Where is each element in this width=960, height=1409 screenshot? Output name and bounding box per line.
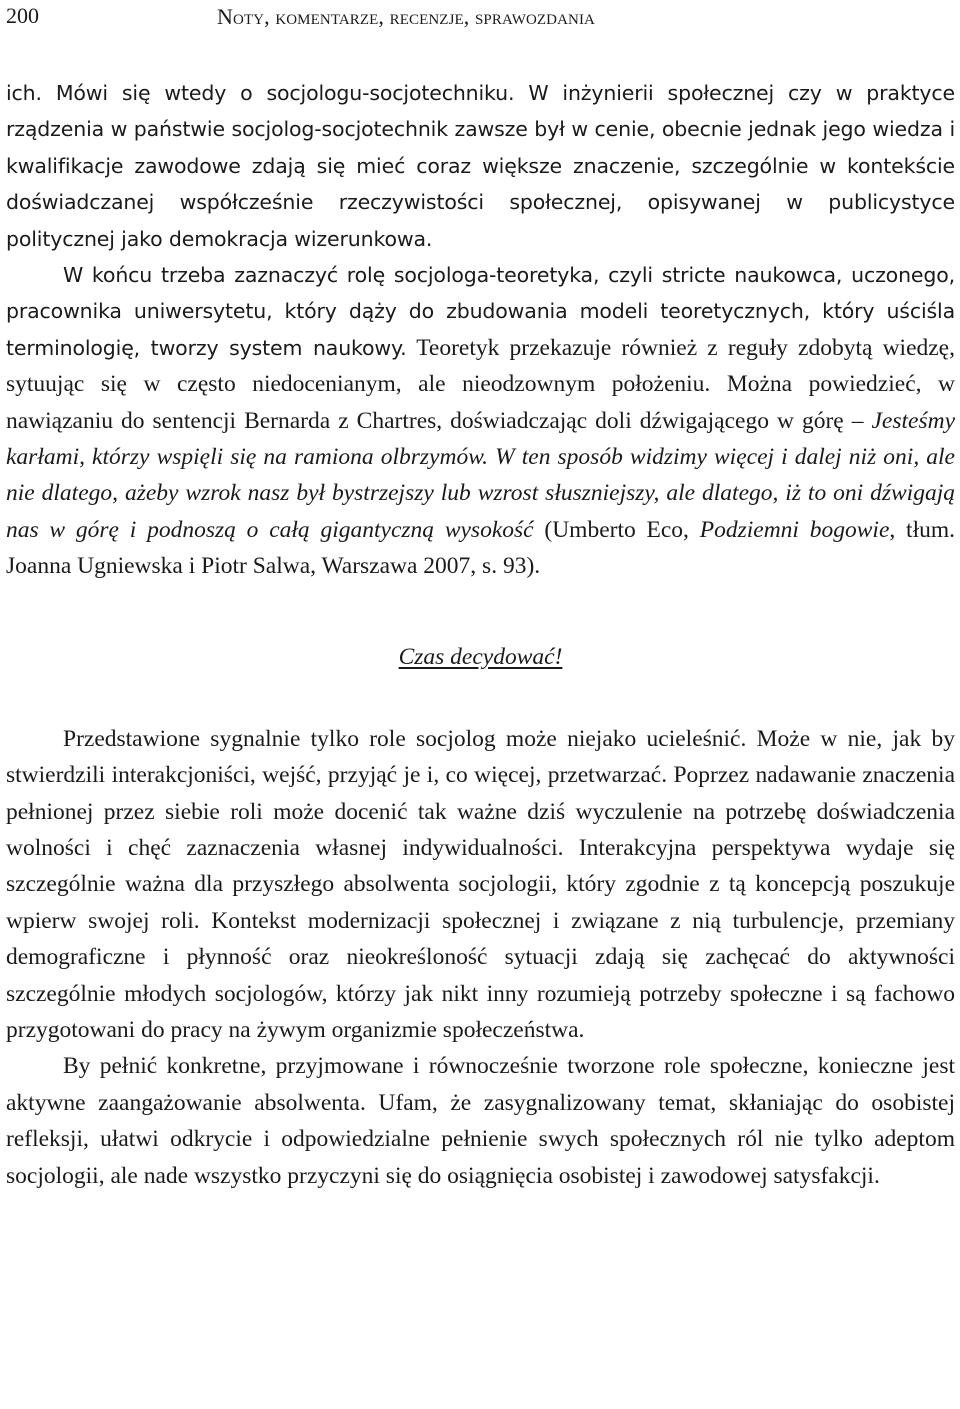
paragraph-theorist-text-a: Teoretyk przekazuje również z reguły zdobytą wiedzę, sytuując się w często niedocenianym, ale nieodzownym położeniu. Można powiedzieć, w nawiązaniu do sentencji Bernarda z Chartres, doświadczając doli dźwigającego w górę – (6, 334, 955, 434)
paragraph-theorist-sans-part: W końcu trzeba zaznaczyć rolę socjologa-teoretyka, czyli stricte naukowca, uczonego, pracownika uniwersytetu, który dąży do zbudowania modeli teoretycznych, który uściśla terminologię, tworzy system naukowy. (6, 263, 955, 360)
paragraph-theorist (6, 257, 955, 585)
paragraph-roles: Przedstawione sygnalnie tylko role socjolog może niejako ucieleśnić. Może w nie, jak by stwierdzili interakcjoniści, wejść, przyjąć je i, co więcej, przetwarzać. Poprzez nadawanie znaczenia pełnionej przez siebie roli może docenić tak ważne dziś wyczulenie na potrzebę doświadczenia wolności i chęć zaznaczenia własnej indywidualności. Interakcyjna perspektywa wydaje się szczególnie ważna dla przyszłego absolwenta socjologii, który zgodnie z tą koncepcją poszukuje wpierw swojej roli. Kontekst modernizacji społecznej i związane z nią turbulencje, przemiany demograficzne i płynność oraz nieokreśloność sytuacji zdają się zachęcać do aktywności szczególnie młodych socjologów, którzy jak nikt inny rozumieją potrzeby społeczne i są fachowo przygotowani do pracy na żywym organizmie społeczeństwa. (6, 725, 955, 1043)
citation-prefix: (Umberto Eco, (544, 516, 689, 543)
body-text (6, 75, 955, 1194)
eco-quotation: Jesteśmy karłami, którzy wspięli się na ramiona olbrzymów. W ten sposób widzimy więcej i dalej niż oni, ale nie dlatego, ażeby wzrok nasz był bystrzejszy lub wzrost słuszniejszy, ale dlatego, iż to oni dźwigają nas w górę i podnoszą o całą gigantyczną wysokość (6, 407, 956, 543)
section-heading: Czas decydować! (398, 643, 563, 670)
paragraph-continued: ich. Mówi się wtedy o socjologu-socjotechniku. W inżynierii społecznej czy w praktyce rządzenia w państwie socjolog-socjotechnik zawsze był w cenie, obecnie jednak jego wiedza i kwalifikacje zawodowe zdają się mieć coraz większe znaczenie, szczególnie w kontekście doświadczanej współcześnie rzeczywistości społecznej, opisywanej w publicystyce politycznej jako demokracja wizerunkowa. (6, 81, 955, 251)
running-header (6, 2, 955, 32)
page-number: 200 (6, 3, 39, 28)
running-title: Noty, komentarze, recenzje, sprawozdania (217, 4, 595, 29)
citation-suffix: , tłum. Joanna Ugniewska i Piotr Salwa, Warszawa 2007, s. 93). (6, 516, 956, 580)
cited-book-title: Podziemni bogowie (699, 516, 890, 543)
paragraph-conclusion: By pełnić konkretne, przyjmowane i równocześnie tworzone role społeczne, konieczne jest aktywne zaangażowanie absolwenta. Ufam, że zasygnalizowany temat, skłaniając do osobistej refleksji, ułatwi odkrycie i odpowiedzialne pełnienie swych społecznych ról nie tylko adeptom socjologii, ale nade wszystko przyczyni się do osiągnięcia osobistej i zawodowej satysfakcji. (6, 1053, 955, 1189)
document-page (6, 0, 955, 1194)
